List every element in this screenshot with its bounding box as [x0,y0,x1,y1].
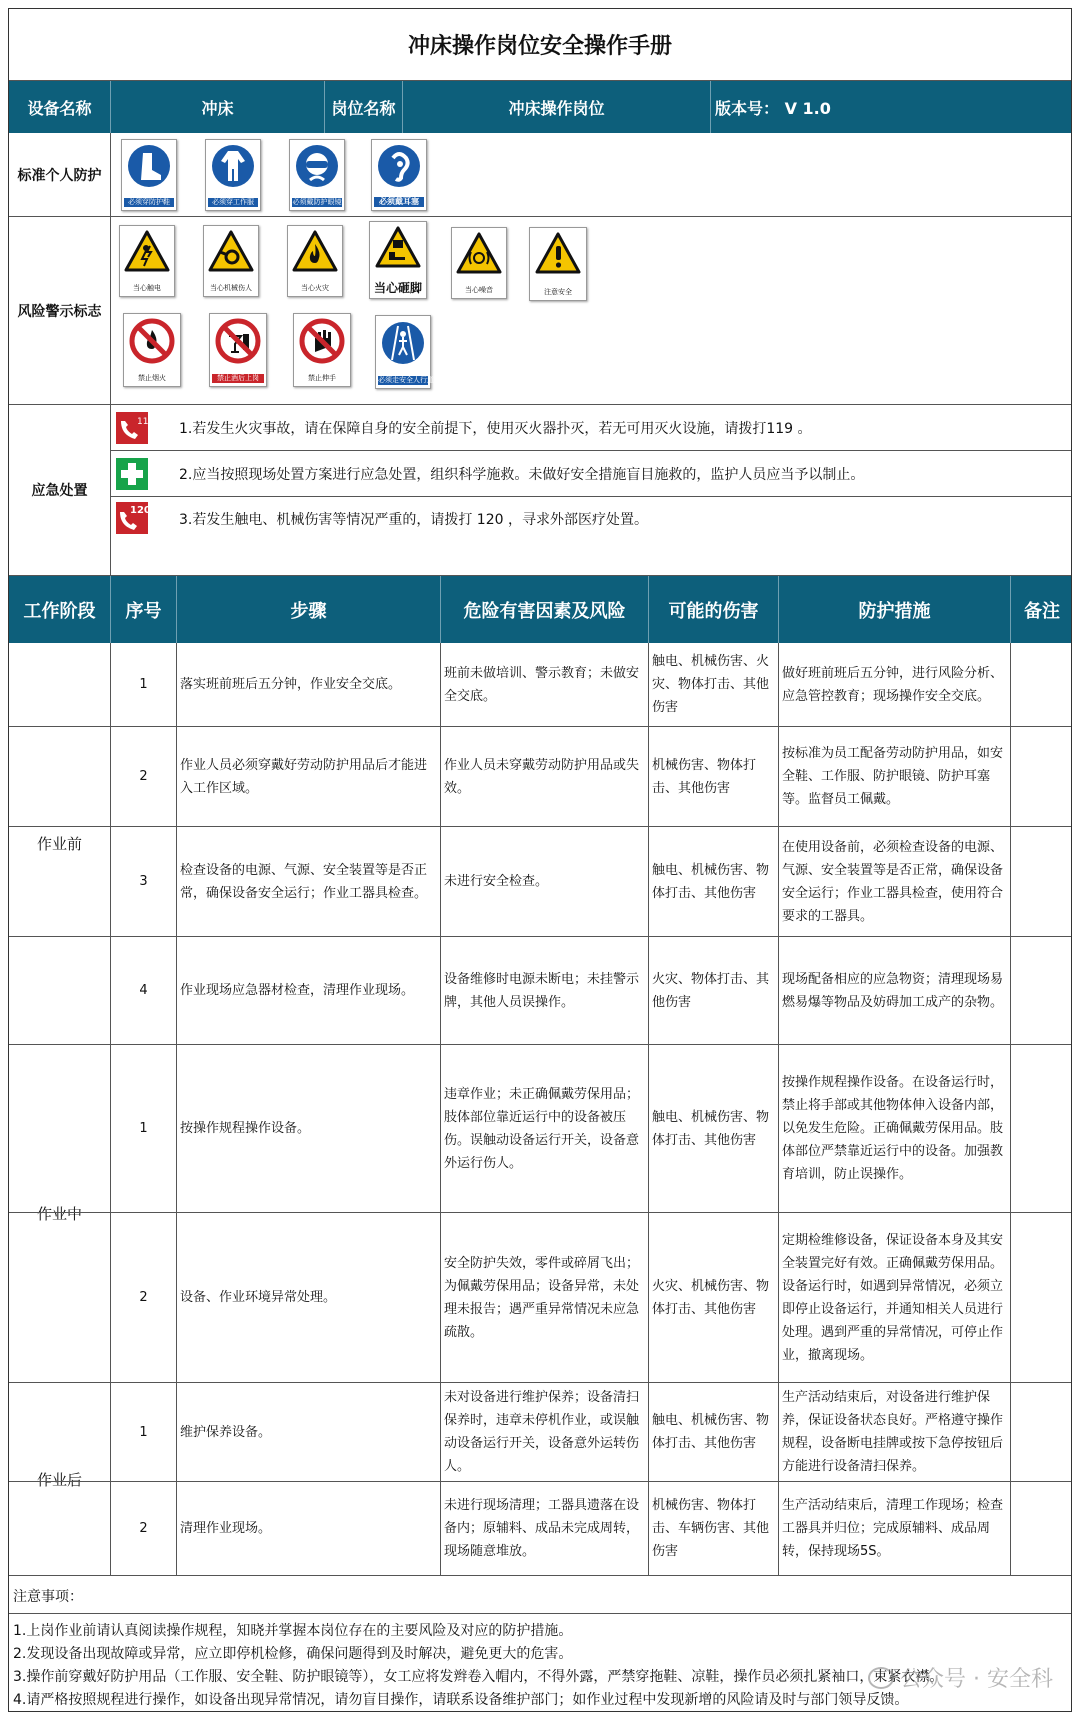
risk-row [9,217,1071,405]
watermark [868,1662,1053,1693]
page-title: 冲床操作岗位安全操作手册 [9,9,1071,81]
safety-manual-sheet [8,8,1072,1712]
post-label: 岗位名称 [325,81,403,133]
stage-during: 作业中 [9,1045,111,1383]
sign-caption: 当心火灾 [301,284,329,292]
safety-boots-sign [121,139,177,211]
row-note [1011,1482,1073,1575]
col-no: 序号 [111,576,177,643]
safety-boots-icon [127,144,171,188]
note-item: 1.上岗作业前请认真阅读操作规程，知晓并掌握本岗位存在的主要风险及对应的防护措施。 [13,1623,573,1639]
row-no: 2 [111,1482,177,1575]
row-injury: 机械伤害、物体打击、其他伤害 [649,727,779,826]
electric-shock-warning-sign [119,225,175,297]
no-touch-icon [299,318,345,364]
table-header [9,576,1071,643]
ambulance-phone-120-icon [115,501,149,535]
row-step: 作业现场应急器材检查，清理作业现场。 [177,937,441,1044]
stage-before: 作业前 [9,643,111,1045]
row-no: 2 [111,727,177,826]
emergency-item [111,405,1071,451]
sign-caption: 禁止酒后上岗 [212,374,264,383]
row-no: 1 [111,643,177,726]
ppe-label: 标准个人防护 [9,133,111,216]
watermark-text: 公众号 · 安全科 [900,1667,1053,1692]
row-measure: 生产活动结束后，对设备进行维护保养，保证设备状态良好。严格遵守操作规程，设备断电挂牌或按下急停按钮后方能进行设备清扫保养。 [779,1383,1011,1481]
general-warning-sign [529,227,587,301]
sign-caption: 当心砸脚 [373,281,422,295]
row-note [1011,727,1073,826]
row-hazard: 未进行安全检查。 [441,827,649,936]
stage-after: 作业后 [9,1383,111,1576]
row-note [1011,1213,1073,1382]
row-measure: 在使用设备前，必须检查设备的电源、气源、安全装置等是否正常，确保设备安全运行；作业工器具检查，使用符合要求的工器具。 [779,827,1011,936]
work-clothes-icon [211,144,255,188]
goggles-sign [289,139,345,211]
sign-caption: 注意安全 [544,288,572,296]
table-row [9,1045,1071,1213]
table-row [9,727,1071,827]
row-no: 4 [111,937,177,1044]
row-hazard: 班前未做培训、警示教育；未做安全交底。 [441,643,649,726]
foot-crush-warning-icon [375,226,421,270]
no-fire-sign [123,313,181,387]
table-row [9,937,1071,1045]
sign-caption: 必须戴防护眼镜 [292,198,342,206]
row-hazard: 未进行现场清理；工器具遗落在设备内；原辅料、成品未完成周转，现场随意堆放。 [441,1482,649,1575]
row-step: 按操作规程操作设备。 [177,1045,441,1212]
col-measure: 防护措施 [779,576,1011,643]
no-touch-sign [293,313,351,387]
row-injury: 火灾、物体打击、其他伤害 [649,937,779,1044]
machine-injury-warning-sign [203,225,259,297]
table-row [9,1213,1071,1383]
sign-caption: 当心噪音 [465,286,493,294]
table-row [9,1482,1071,1576]
safe-passage-icon [380,320,426,366]
foot-crush-warning-sign [369,221,427,299]
no-drunk-duty-sign [209,313,267,387]
work-clothes-sign [205,139,261,211]
risk-label: 风险警示标志 [9,217,111,404]
row-note [1011,643,1073,726]
row-no: 1 [111,1045,177,1212]
table-row [9,1383,1071,1482]
noise-warning-sign [451,227,507,299]
sign-caption: 禁止烟火 [138,374,166,382]
row-no: 2 [111,1213,177,1382]
fire-warning-icon [292,230,338,272]
row-measure: 按操作规程操作设备。在设备运行时，禁止将手部或其他物体伸入设备内部，以免发生危险。正确佩戴劳保用品。肢体部位严禁靠近运行中的设备。加强教育培训，防止误操作。 [779,1045,1011,1212]
goggles-icon [295,144,339,188]
electric-shock-warning-icon [124,230,170,272]
noise-warning-icon [456,232,502,274]
equipment-value: 冲床 [111,81,325,133]
emergency-row [9,405,1071,576]
row-hazard: 安全防护失效，零件或碎屑飞出；为佩戴劳保用品；设备异常，未处理未报告；遇严重异常情况未应急疏散。 [441,1213,649,1382]
row-hazard: 作业人员未穿戴劳动防护用品或失效。 [441,727,649,826]
row-measure: 按标准为员工配备劳动防护用品，如安全鞋、工作服、防护眼镜、防护耳塞等。监督员工佩戴。 [779,727,1011,826]
row-note [1011,937,1073,1044]
fire-warning-sign [287,225,343,297]
version-label: 版本号： V 1.0 [715,98,831,118]
row-note [1011,827,1073,936]
general-warning-icon [535,232,581,274]
note-item: 2.发现设备出现故障或异常，应立即停机检修，确保问题得到及时解决，避免更大的危害。 [13,1646,573,1662]
no-drunk-duty-icon [215,318,261,364]
sign-caption: 必须戴耳塞 [374,197,424,207]
emergency-label: 应急处置 [9,405,111,575]
row-measure: 现场配备相应的应急物资；清理现场易燃易爆等物品及妨碍加工成产的杂物。 [779,937,1011,1044]
row-step: 落实班前班后五分钟，作业安全交底。 [177,643,441,726]
emergency-item [111,497,1071,576]
col-hazard: 危险有害因素及风险 [441,576,649,643]
row-injury: 火灾、机械伤害、物体打击、其他伤害 [649,1213,779,1382]
row-injury: 触电、机械伤害、火灾、物体打击、其他伤害 [649,643,779,726]
notes-title: 注意事项： [9,1576,1071,1614]
col-step: 步骤 [177,576,441,643]
row-hazard: 未对设备进行维护保养；设备清扫保养时，违章未停机作业，或误触动设备运行开关，设备意外运转伤人。 [441,1383,649,1481]
sign-caption: 禁止伸手 [308,374,336,382]
note-item: 4.请严格按照规程进行操作，如设备出现异常情况，请勿盲目操作，请联系设备维护部门；如作业过程中发现新增的风险请及时与部门领导反馈。 [13,1692,909,1708]
row-measure: 生产活动结束后，清理工作现场；检查工器具并归位；完成原辅料、成品周转，保持现场5S。 [779,1482,1011,1575]
row-injury: 机械伤害、物体打击、车辆伤害、其他伤害 [649,1482,779,1575]
svg-text:120: 120 [130,505,151,516]
ear-protection-sign [371,139,427,211]
row-note [1011,1045,1073,1212]
row-no: 1 [111,1383,177,1481]
row-step: 作业人员必须穿戴好劳动防护用品后才能进入工作区域。 [177,727,441,826]
emergency-text: 2.应当按照现场处置方案进行应急处置，组织科学施救。未做好安全措施盲目施救的，监护人员应当予以制止。 [179,466,865,483]
emergency-item [111,451,1071,497]
row-step: 检查设备的电源、气源、安全装置等是否正常，确保设备安全运行；作业工器具检查。 [177,827,441,936]
row-measure: 定期检维修设备，保证设备本身及其安全装置完好有效。正确佩戴劳保用品。设备运行时，如遇到异常情况，必须立即停止设备运行，并通知相关人员进行处理。遇到严重的异常情况，可停止作业，撤离现场。 [779,1213,1011,1382]
equipment-label: 设备名称 [9,81,111,133]
row-no: 3 [111,827,177,936]
post-value: 冲床操作岗位 [403,81,711,133]
sign-caption: 当心触电 [133,284,161,292]
col-injury: 可能的伤害 [649,576,779,643]
row-step: 维护保养设备。 [177,1383,441,1481]
ear-protection-icon [377,144,421,188]
wechat-icon [868,1667,894,1689]
row-hazard: 设备维修时电源未断电；未挂警示牌，其他人员误操作。 [441,937,649,1044]
ppe-row [9,133,1071,217]
row-step: 设备、作业环境异常处理。 [177,1213,441,1382]
sign-caption: 必须穿工作服 [208,198,258,207]
table-row [9,827,1071,937]
sign-caption: 必须穿防护鞋 [124,198,174,207]
sign-caption: 必须走安全人行道 [378,376,434,384]
no-fire-icon [129,318,175,364]
row-injury: 触电、机械伤害、物体打击、其他伤害 [649,827,779,936]
svg-text:119: 119 [137,416,155,427]
col-stage: 工作阶段 [9,576,111,643]
col-note: 备注 [1024,600,1060,622]
fire-phone-119-icon [115,411,155,445]
sign-caption: 当心机械伤人 [210,284,252,292]
row-note [1011,1383,1073,1481]
table-row [9,643,1071,727]
safe-passage-sign [375,315,434,389]
row-step: 清理作业现场。 [177,1482,441,1575]
first-aid-cross-icon [115,457,149,491]
row-hazard: 违章作业；未正确佩戴劳保用品；肢体部位靠近运行中的设备被压伤。误触动设备运行开关，设备意外运行伤人。 [441,1045,649,1212]
header-bar [9,81,1071,133]
row-injury: 触电、机械伤害、物体打击、其他伤害 [649,1383,779,1481]
note-item: 3.操作前穿戴好防护用品（工作服、安全鞋、防护眼镜等），女工应将发辫卷入帽内，不得外露，严禁穿拖鞋、凉鞋，操作员必须扎紧袖口，束紧衣襟。 [13,1669,944,1685]
emergency-text: 1.若发生火灾事故，请在保障自身的安全前提下，使用灭火器扑灭，若无可用灭火设施，请拨打119 。 [179,420,812,437]
emergency-text: 3.若发生触电、机械伤害等情况严重的，请拨打 120 ，寻求外部医疗处置。 [179,512,648,528]
row-measure: 做好班前班后五分钟，进行风险分析、应急管控教育；现场操作安全交底。 [779,643,1011,726]
row-injury: 触电、机械伤害、物体打击、其他伤害 [649,1045,779,1212]
machine-injury-warning-icon [208,230,254,272]
